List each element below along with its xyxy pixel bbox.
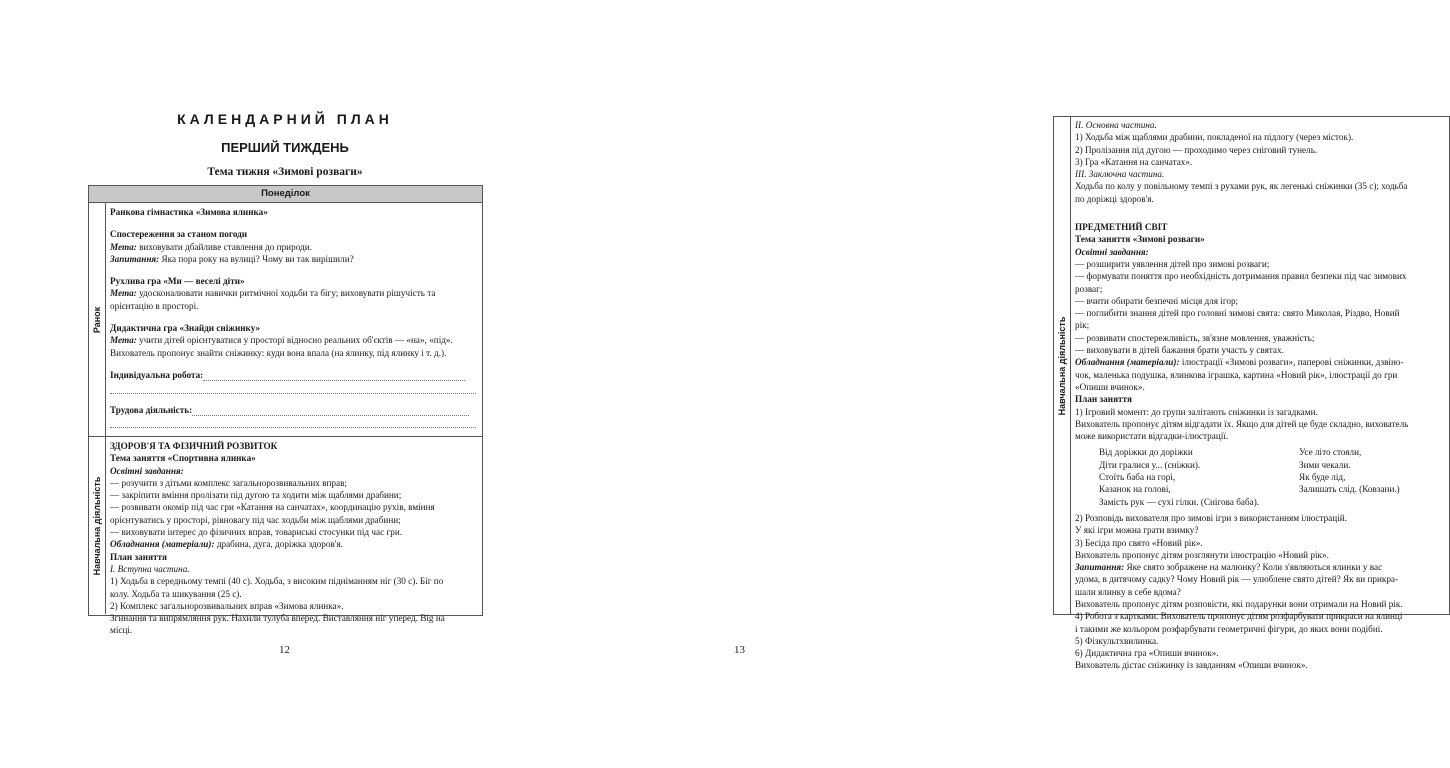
task-item: — вчити обирати безпечні місця для ігор; bbox=[1075, 295, 1239, 306]
activity-label-cell bbox=[89, 437, 106, 614]
part-title: I. Вступна частина. bbox=[110, 563, 190, 574]
riddles-right-column bbox=[1299, 446, 1400, 507]
riddles-left-column bbox=[1075, 446, 1299, 507]
equipment-label: Обладнання (матеріали): bbox=[1075, 357, 1180, 368]
step-item-cont: колу. Ходьба та шикування (25 с). bbox=[110, 588, 242, 599]
goal-text: учити дітей орієнтуватися у просторі відносно реальних об'єктів — «на», «під». bbox=[136, 335, 453, 346]
question-text: Яка пора року на вулиці? Чому ви так вирішили? bbox=[159, 253, 354, 264]
section-divider bbox=[89, 436, 482, 437]
section-title: ЗДОРОВ'Я ТА ФІЗИЧНИЙ РОЗВИТОК bbox=[110, 441, 278, 451]
task-item: — розвивати спостережливість, зв'язне мовлення, уважність; bbox=[1075, 332, 1315, 343]
goal-text: удосконалювати навички ритмічної ходьби та бігу; виховувати рішучість та bbox=[136, 288, 436, 299]
task-item: — розширити уявлення дітей про зимові розваги; bbox=[1075, 258, 1270, 269]
step-item: 5) Фізкультхвилинка. bbox=[1075, 635, 1159, 646]
task-item: — формувати поняття про необхідність дотримання правил безпеки під час зимових bbox=[1075, 271, 1407, 282]
riddle-line: Замість рук — сухі гілки. (Снігова баба). bbox=[1099, 496, 1260, 507]
step-item: 2) Пролізання під дугою — проходимо через сніговий тунель. bbox=[1075, 144, 1318, 155]
lesson-topic: Тема заняття «Зимові розваги» bbox=[1075, 234, 1205, 245]
equipment-text-cont: «Опиши вчинок». bbox=[1075, 381, 1145, 392]
game1-title: Рухлива гра «Ми — веселі діти» bbox=[110, 276, 245, 287]
activity-content bbox=[110, 440, 476, 637]
game2-title: Дидактична гра «Знайди сніжинку» bbox=[110, 323, 261, 334]
step-item: 6) Дидактична гра «Опиши вчинок». bbox=[1075, 648, 1219, 659]
morning-label: Ранок bbox=[92, 306, 102, 333]
riddles-block bbox=[1075, 446, 1443, 507]
step-item-cont: Вихователь пропонує дітям відгадати їх. Якщо для дітей це буде складно, вихователь bbox=[1075, 418, 1409, 429]
page-number-left: 12 bbox=[279, 644, 290, 656]
step-item-cont: У які ігри можна грати взимку? bbox=[1075, 525, 1199, 536]
right-content bbox=[1075, 119, 1443, 672]
individual-line bbox=[203, 372, 465, 381]
tasks-label: Освітні завдання: bbox=[1075, 246, 1149, 257]
activity-label-cell bbox=[1054, 117, 1071, 614]
task-item-cont: розваг; bbox=[1075, 283, 1103, 294]
section-title: ПРЕДМЕТНИЙ СВІТ bbox=[1075, 222, 1168, 233]
equipment-text: ілюстрації «Зимові розваги», паперові сніжинки, дзвіно- bbox=[1179, 357, 1404, 368]
day-header: Понеділок bbox=[89, 186, 482, 203]
right-page bbox=[512, 0, 1409, 768]
morning-label-cell bbox=[89, 203, 106, 436]
question-label: Запитання: bbox=[1075, 562, 1125, 573]
question-text: Яке свято зображене на малюнку? Коли з'являються ялинки у вас bbox=[1124, 562, 1383, 573]
riddle-line: Стоїть баба на горі, bbox=[1099, 472, 1176, 483]
calendar-plan-title: КАЛЕНДАРНИЙ ПЛАН bbox=[177, 111, 393, 127]
step-item: 3) Бесіда про свято «Новий рік». bbox=[1075, 537, 1203, 548]
plan-title: План заняття bbox=[110, 551, 167, 562]
goal-text: виховувати дбайливе ставлення до природи. bbox=[136, 241, 312, 252]
step-item: Згинання та випрямляння рук. Нахили тулуба вперед. Виставляння ніг уперед. Вig на bbox=[110, 613, 445, 624]
blank-line bbox=[110, 419, 476, 428]
goal-text-cont: Вихователь пропонує знайти сніжинку: куди вона впала (на ялинку, під ялинку і т. д.). bbox=[110, 347, 447, 358]
gym-title: Ранкова гімнастика «Зимова ялинка» bbox=[110, 207, 268, 217]
step-item: Ходьба по колу у повільному темпі з рухами рук, як легенькі сніжинки (35 с); ходьба bbox=[1075, 181, 1408, 192]
task-item: — закріпити вміння пролізати під дугою та ходити між щаблями драбини; bbox=[110, 490, 402, 501]
riddle-line: Зими чекали. bbox=[1299, 459, 1351, 470]
riddle-line: Усе літо стояли, bbox=[1299, 447, 1362, 458]
riddle-line: Залишать слід. (Ковзани.) bbox=[1299, 484, 1400, 495]
plan-title: План заняття bbox=[1075, 394, 1132, 405]
activity-label: Навчальна діяльність bbox=[1057, 316, 1067, 415]
step-item: 4) Робота з картками. Вихователь пропонує дітям розфарбувати прикраси на ялинці bbox=[1075, 611, 1403, 622]
left-page bbox=[0, 0, 512, 768]
part-title: II. Основна частина. bbox=[1075, 120, 1157, 130]
page-number-right: 13 bbox=[734, 644, 745, 656]
week-title: ПЕРШИЙ ТИЖДЕНЬ bbox=[221, 140, 349, 155]
lesson-topic: Тема заняття «Спортивна ялинка» bbox=[110, 453, 256, 464]
task-item: — поглибити знання дітей про головні зимові свята: свято Миколая, Різдво, Новий bbox=[1075, 308, 1400, 319]
task-item-cont: рік; bbox=[1075, 320, 1090, 331]
equipment-text-cont: чок, маленька подушка, ялинкова іграшка, картина «Новий рік», ілюстрації до гри bbox=[1075, 369, 1398, 380]
goal-label: Мета: bbox=[110, 241, 137, 252]
labour-line bbox=[192, 407, 469, 416]
task-item: — розвивати окомір під час гри «Катання на санчатах», координацію рухів, вміння bbox=[110, 502, 435, 513]
question-label: Запитання: bbox=[110, 253, 160, 264]
individual-label: Індивідуальна робота: bbox=[110, 369, 204, 380]
step-item: 1) Ходьба в середньому темпі (40 с). Ходьба, з високим підніманням ніг (30 с). Біг по bbox=[110, 576, 444, 587]
riddle-line: Від доріжки до доріжки bbox=[1099, 447, 1193, 458]
tasks-label: Освітні завдання: bbox=[110, 465, 184, 476]
step-item-cont: по доріжці здоров'я. bbox=[1075, 193, 1154, 204]
step-item-cont: може використати відгадки-ілюстрації. bbox=[1075, 431, 1229, 442]
question-text-cont: удома, в дитячому садку? Чому Новий рік — улюблене свято дітей? Як ви прикра- bbox=[1075, 574, 1399, 585]
question-text-cont: шали ялинку в себе вдома? bbox=[1075, 586, 1181, 597]
goal-text-cont: орієнтацію в просторі. bbox=[110, 300, 199, 311]
plan-table-left bbox=[88, 185, 483, 636]
task-item-cont: орієнтуватись у просторі, рівновагу під час ходьби між щаблями драбини; bbox=[110, 514, 401, 525]
step-item-cont: Вихователь пропонує дітям розповісти, які подарунки вони отримали на Новий рік. bbox=[1075, 598, 1403, 609]
step-item-cont: місці. bbox=[110, 625, 133, 636]
riddle-line: Казанок на голові, bbox=[1099, 484, 1171, 495]
step-item-cont: і такими же кольором розфарбувати геометричні фігури, до яких вони подібні. bbox=[1075, 623, 1383, 634]
step-item-cont: Вихователь пропонує дітям розглянути ілюстрацію «Новий рік». bbox=[1075, 549, 1329, 560]
goal-label: Мета: bbox=[110, 288, 137, 299]
plan-table-right bbox=[1053, 116, 1450, 671]
labour-label: Трудова діяльність: bbox=[110, 404, 193, 415]
step-item: 1) Ігровий момент: до групи залітають сніжинки із загадками. bbox=[1075, 406, 1318, 417]
task-item: — розучити з дітьми комплекс загальнорозвивальних вправ; bbox=[110, 477, 347, 488]
equipment-label: Обладнання (матеріали): bbox=[110, 539, 215, 550]
morning-content bbox=[110, 206, 476, 428]
riddle-line: Діти гралися у... (сніжки). bbox=[1099, 459, 1201, 470]
step-item-cont: Вихователь дістає сніжинку із завданням «Опиши вчинок». bbox=[1075, 660, 1308, 671]
step-item: 2) Розповідь вихователя про зимові ігри з використанням ілюстрацій. bbox=[1075, 512, 1347, 523]
equipment-text: драбина, дуга, доріжка здоров'я. bbox=[214, 539, 343, 550]
step-item: 2) Комплекс загальнорозвивальних вправ «Зимова ялинка». bbox=[110, 600, 344, 611]
step-item: 3) Гра «Катання на санчатах». bbox=[1075, 156, 1193, 167]
riddle-line: Як буде лід, bbox=[1299, 472, 1346, 483]
week-theme: Тема тижня «Зимові розваги» bbox=[207, 166, 363, 178]
task-item: — виховувати в дітей бажання брати участь у святах. bbox=[1075, 345, 1284, 356]
task-item: — виховувати інтерес до фізичних вправ, товариські стосунки під час гри. bbox=[110, 527, 403, 538]
step-item: 1) Ходьба між щаблями драбини, покладеної на підлогу (через місток). bbox=[1075, 132, 1354, 143]
observation-title: Спостереження за станом погоди bbox=[110, 229, 248, 240]
goal-label: Мета: bbox=[110, 335, 137, 346]
blank-line bbox=[110, 385, 476, 394]
activity-label: Навчальна діяльність bbox=[92, 476, 102, 575]
part-title: III. Заключна частина. bbox=[1075, 169, 1165, 180]
